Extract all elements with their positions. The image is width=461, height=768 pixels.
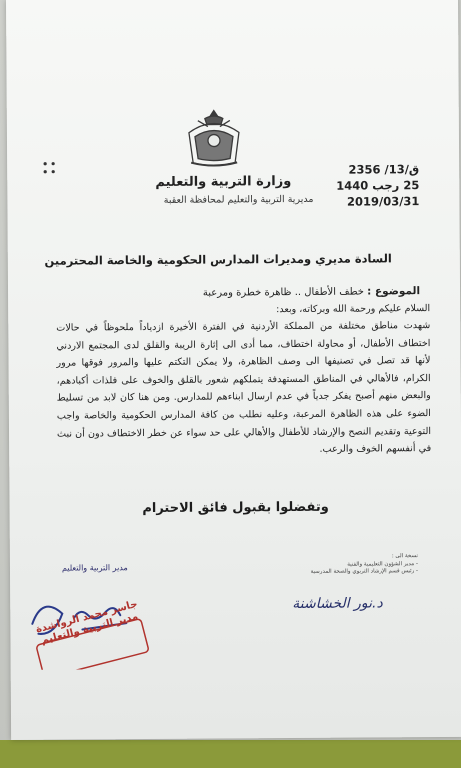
addressee-line: السادة مديري ومديرات المدارس الحكومية والخاصة المحترمين <box>44 251 392 268</box>
subject-line <box>203 285 420 299</box>
directorate-name: مديرية التربية والتعليم لمحافظة العقبة <box>163 193 314 206</box>
signatory-title: مدير التربية والتعليم <box>61 563 128 573</box>
reference-block <box>299 161 419 210</box>
reference-number: ق/13/ 2356 <box>348 162 420 177</box>
hijri-date: 25 رجب 1440 <box>336 178 420 193</box>
copies-block <box>302 553 418 576</box>
ministry-name: وزارة التربية والتعليم <box>155 174 292 190</box>
copies-heading: نسخة الى : <box>391 553 418 560</box>
gregorian-date: 2019/03/31 <box>346 194 420 209</box>
copies-line: - رئيس قسم الإرشاد التربوي والصحة المدرسية <box>310 568 419 575</box>
copies-line: - مدير الشؤون التعليمية والفنية <box>347 560 418 568</box>
handwritten-initials: د.نور الخشاشنة <box>292 595 383 613</box>
letter-body: شهدت مناطق مختلفة من المملكة الأردنية في الفترة الأخيرة ازدياداً ملحوظاً في حالات اختطاف الأطفال، أو محاولة اختطاف، مما أدى الى إثارة الريبة والقلق لدى المجتمع الاردني لأنها قد تصل في تصنيفها الى وصف الظاهرة، ولا يمكن التكتم عليها والمرور فوقها مرور الكرام، فالأهالي في المناطق المستهدفة يتملكهم شعور بالقلق والخوف على فلذات أكبادهم، والبعض منهم أصبح يفكر جدياً في عدم ارسال ابناءهم للمدارس. ومن هنا كان لابد من تسليط الضوء على هذه الظاهرة المرعبة، وعليه نطلب من كافة المدارس الحكومية والخاصة واجب التوعية وتقديم النصح والإرشاد للأطفال والأهالي على حد سواء عن خطر الاختطاف دون أن نبث في أنفسهم الخوف والرعب. <box>56 320 432 455</box>
braille-dots-icon <box>41 160 57 176</box>
jordan-coat-of-arms-icon <box>183 106 245 168</box>
stamp-text: جاسر محمد الرواشدة مدير التربية والتعليم <box>34 598 140 647</box>
closing-line: وتفضلوا بقبول فائق الاحترام <box>142 499 329 517</box>
greeting-line: السلام عليكم ورحمة الله وبركاته، وبعد: <box>276 303 431 316</box>
subject-text: خطف الأطفال .. ظاهرة خطرة ومرعبة <box>202 286 364 299</box>
subject-label: الموضوع : <box>367 285 421 298</box>
letter-page <box>6 0 461 740</box>
tabletop-edge <box>0 740 461 768</box>
